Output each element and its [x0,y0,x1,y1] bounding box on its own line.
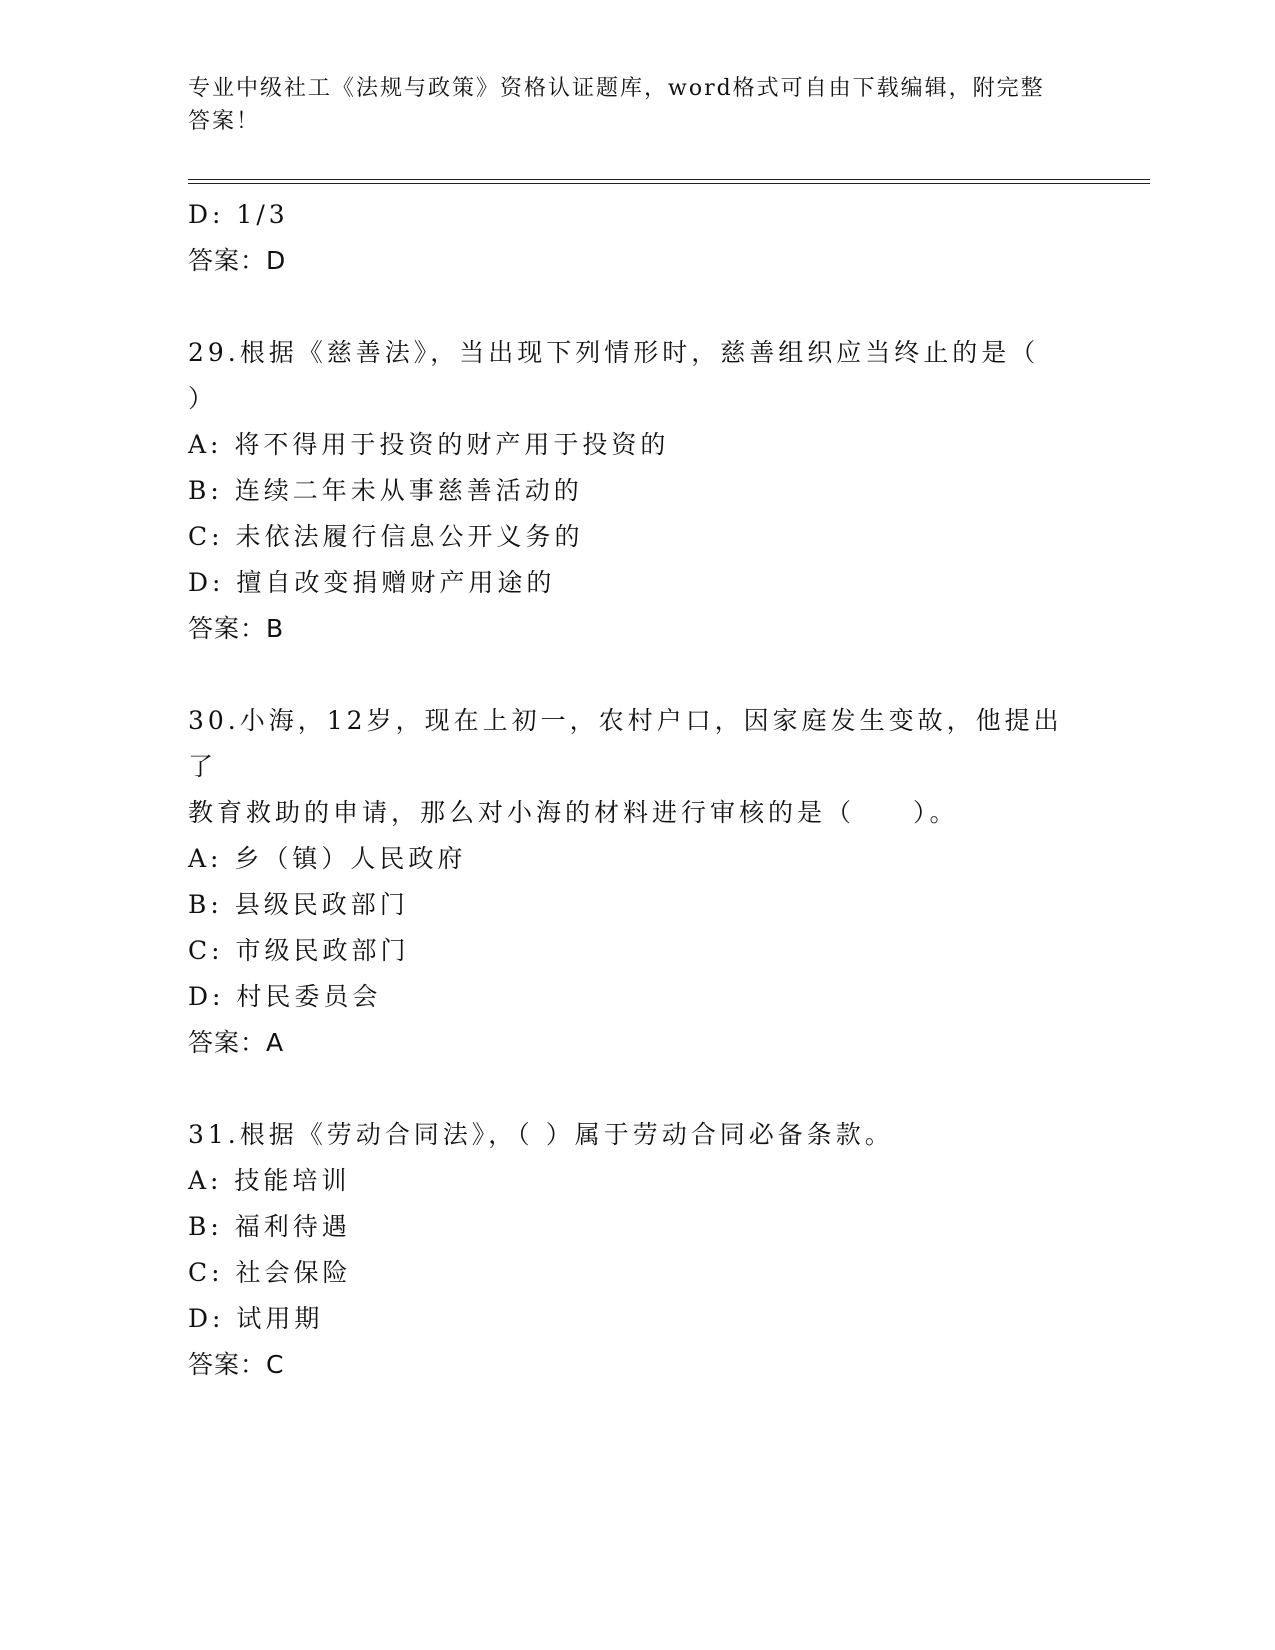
option-c: C: 市级民政部门 [188,936,410,965]
option-d: D: 村民委员会 [188,982,382,1011]
option-a: A: 技能培训 [188,1166,351,1195]
option-a: A: 乡（镇）人民政府 [188,844,467,873]
question-stem: 31.根据《劳动合同法》，（ ）属于劳动合同必备条款。 [188,1120,894,1149]
header-rule-bottom [188,183,1150,184]
option-c: C: 未依法履行信息公开义务的 [188,522,584,551]
option-d: D: 擅自改变捐赠财产用途的 [188,568,556,597]
option-b: B: 县级民政部门 [188,890,409,919]
document-body [188,192,1088,1388]
document-header [188,72,1068,138]
header-line-1: 专业中级社工《法规与政策》资格认证题库，word格式可自由下载编辑，附完整 [188,76,1045,101]
question-stem: 30.小海，12岁，现在上初一，农村户口，因家庭发生变故，他提出了 [188,706,1063,781]
header-rule-top [188,179,1150,180]
question-31 [188,1112,1088,1388]
answer: 答案：B [188,614,285,643]
option-b: B: 连续二年未从事慈善活动的 [188,476,583,505]
question-stem-cont: 教育救助的申请，那么对小海的材料进行审核的是（ ）。 [188,798,959,827]
option-d-carryover: D: 1/3 [188,200,289,229]
answer: 答案：C [188,1350,285,1379]
option-a: A: 将不得用于投资的财产用于投资的 [188,430,670,459]
header-line-2: 答案！ [188,109,261,134]
question-30 [188,698,1088,1066]
option-b: B: 福利待遇 [188,1212,351,1241]
question-29 [188,330,1088,652]
option-d: D: 试用期 [188,1304,324,1333]
option-c: C: 社会保险 [188,1258,352,1287]
question-stem: 29.根据《慈善法》，当出现下列情形时，慈善组织应当终止的是（ [188,338,1040,367]
answer-carryover: 答案：D [188,246,287,275]
question-stem-cont: ） [188,384,218,413]
answer: 答案：A [188,1028,285,1057]
